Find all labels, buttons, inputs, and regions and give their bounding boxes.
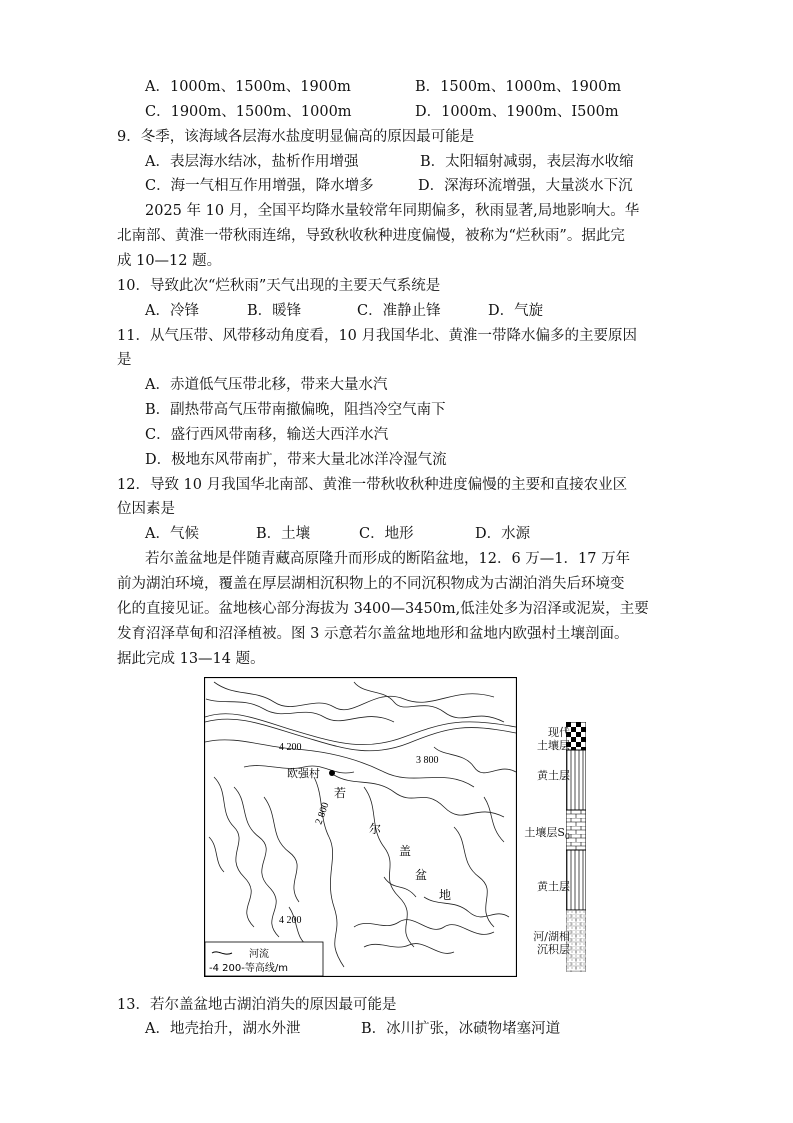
q13-stem: 13．若尔盖盆地古湖泊消失的原因最可能是 [117, 997, 397, 1013]
topographic-map [204, 677, 517, 977]
passage1-line: 北南部、黄淮一带秋雨连绵，导致秋收秋种进度偏慢，被称为“烂秋雨”。据此完 [117, 228, 625, 244]
q10-option-b: B．暖锋 [247, 303, 302, 319]
q11-stem: 11．从气压带、风带移动角度看，10 月我国华北、黄淮一带降水偏多的主要原因 [117, 328, 638, 344]
layer-soil-s0: 土壤层$S_0$ [524, 826, 570, 842]
soil-profile [516, 722, 604, 972]
passage1-line: 成 10—12 题。 [117, 253, 222, 269]
village-marker [329, 770, 335, 776]
q12-stem-cont: 位因素是 [117, 501, 175, 517]
q8-option-b: B．1500m、1000m、1900m [415, 79, 622, 95]
q11-stem-cont: 是 [117, 352, 132, 368]
q8-option-a: A．1000m、1500m、1900m [145, 79, 351, 95]
basin-label: 地 [439, 888, 452, 902]
q12-option-d: D．水源 [475, 526, 531, 542]
contour-label: 4 200 [279, 742, 302, 753]
passage2-line: 若尔盖盆地是伴随青藏高原隆升而形成的断陷盆地，12．6 万—1．17 万年 [145, 551, 631, 567]
q10-stem: 10．导致此次“烂秋雨”天气出现的主要天气系统是 [117, 278, 441, 294]
q9-option-d: D．深海环流增强，大量淡水下沉 [418, 178, 633, 194]
q12-stem: 12．导致 10 月我国华北南部、黄淮一带秋收秋种进度偏慢的主要和直接农业区 [117, 477, 628, 493]
q13-option-a: A．地壳抬升，湖水外泄 [145, 1021, 301, 1037]
q12-option-b: B．土壤 [256, 526, 311, 542]
q9-option-c: C．海一气相互作用增强，降水增多 [145, 178, 374, 194]
basin-label: 盖 [399, 844, 412, 858]
passage2-line: 发育沼泽草甸和沼泽植被。图 3 示意若尔盖盆地地形和盆地内欧强村土壤剖面。 [117, 626, 629, 642]
basin-label: 尔 [369, 822, 382, 836]
layer-modern-soil: 现代 土壤层 [537, 726, 570, 752]
passage2-line: 据此完成 13—14 题。 [117, 651, 265, 667]
passage2-line: 化的直接见证。盆地核心部分海拔为 3400—3450m,低洼处多为沼泽或泥炭，主要 [117, 601, 649, 617]
q8-option-d: D．1000m、1900m、I500m [415, 104, 619, 120]
layer-loess-top: 黄土层 [537, 769, 570, 782]
legend-river-label: 河流 [249, 949, 269, 960]
q8-option-c: C．1900m、1500m、1000m [145, 104, 352, 120]
q12-option-a: A．气候 [145, 526, 199, 542]
legend-contour-label: -4 200-等高线/m [209, 963, 288, 974]
q9-stem: 9．冬季，该海域各层海水盐度明显偏高的原因最可能是 [117, 129, 475, 145]
q11-option-d: D．极地东风带南扩，带来大量北冰洋冷湿气流 [145, 452, 447, 468]
contour-label: 4 200 [279, 915, 302, 926]
passage1-line: 2025 年 10 月，全国平均降水量较常年同期偏多，秋雨显著,局地影响大。华 [145, 203, 640, 219]
q9-option-b: B．太阳辐射减弱，表层海水收缩 [420, 154, 634, 170]
village-name: 欧强村 [287, 767, 320, 780]
passage2-line: 前为湖泊环境，覆盖在厚层湖相沉积物上的不同沉积物成为古湖泊消失后环境变 [117, 576, 625, 592]
q10-option-c: C．准静止锋 [357, 303, 441, 319]
layer-lake-sediment: 河/湖相 沉积层 [533, 930, 570, 956]
q9-option-a: A．表层海水结冰，盐析作用增强 [145, 154, 359, 170]
basin-label: 盆 [415, 868, 428, 882]
q10-option-d: D．气旋 [488, 303, 544, 319]
q11-option-c: C．盛行西风带南移，输送大西洋水汽 [145, 427, 389, 443]
q10-option-a: A．冷锋 [145, 303, 199, 319]
layer-loess-bottom: 黄土层 [537, 880, 570, 893]
q11-option-b: B．副热带高气压带南撤偏晚，阻挡冷空气南下 [145, 402, 446, 418]
basin-label: 若 [334, 786, 347, 800]
q13-option-b: B．冰川扩张，冰碛物堵塞河道 [361, 1021, 561, 1037]
contour-label: 2 800 [313, 801, 332, 827]
q11-option-a: A．赤道低气压带北移，带来大量水汽 [145, 377, 388, 393]
q12-option-c: C．地形 [359, 526, 414, 542]
contour-label: 3 800 [416, 755, 439, 766]
